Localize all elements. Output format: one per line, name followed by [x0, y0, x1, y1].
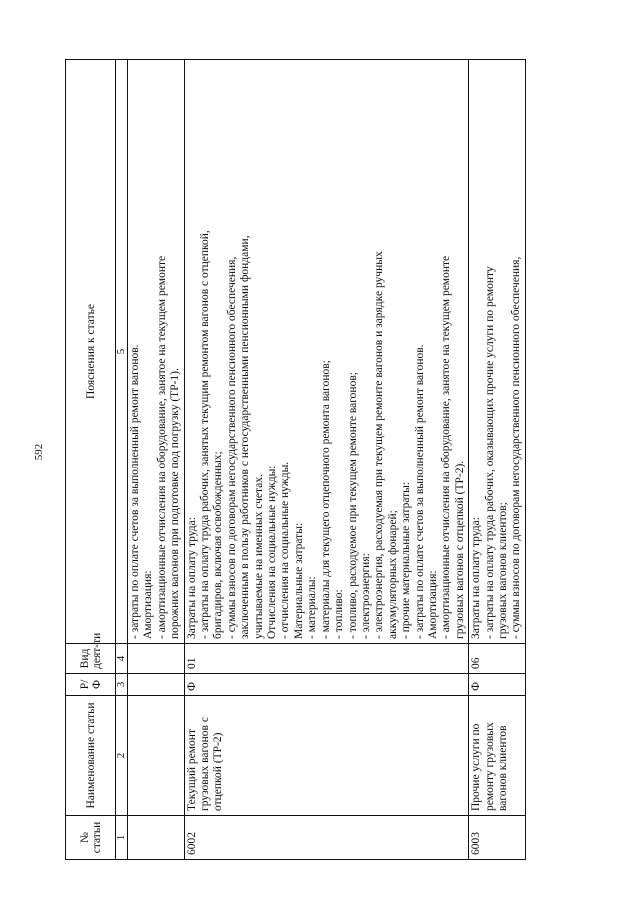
header-explanation: Пояснения к статье — [66, 60, 116, 644]
header-activity-type: Вид деят-ти — [66, 644, 116, 674]
article-explanation: Затраты на оплату труда: - затраты на оплату труда рабочих, оказывающих прочие услуги по ремонту грузовых вагонов клиентов; - суммы взносов по договорам негосударственного пенсионного обеспечения, — [469, 60, 526, 644]
rotated-table-container — [65, 60, 585, 860]
column-number: 5 — [116, 60, 128, 644]
page-number: 592 — [33, 443, 45, 461]
article-rf — [128, 674, 185, 696]
article-rf: Ф — [184, 674, 469, 696]
column-numbers-row — [116, 60, 128, 860]
article-name — [128, 696, 185, 816]
article-number: 6003 — [469, 816, 526, 860]
table-header-row — [66, 60, 116, 860]
header-rf: Р/ Ф — [66, 674, 116, 696]
article-name: Текущий ремонт грузовых вагонов с отцепкой (ТР-2) — [184, 696, 469, 816]
article-number: 6002 — [184, 816, 469, 860]
column-number: 4 — [116, 644, 128, 674]
article-activity: 06 — [469, 644, 526, 674]
column-number: 1 — [116, 816, 128, 860]
article-activity: 01 — [184, 644, 469, 674]
article-explanation: - затраты по оплате счетов за выполненный ремонт вагонов. Амортизация: - амортизационные отчисления на оборудование, занятое на текущем ремонте порожних вагонов при подготовке под погрузку (ТР-1). — [128, 60, 185, 644]
column-number: 3 — [116, 674, 128, 696]
article-rf: Ф — [469, 674, 526, 696]
article-name: Прочие услуги по ремонту грузовых вагонов клиентов — [469, 696, 526, 816]
header-article-name: Наименование статьи — [66, 696, 116, 816]
table-row — [184, 60, 469, 860]
table-row — [469, 60, 526, 860]
article-number — [128, 816, 185, 860]
header-article-number: № статьи — [66, 816, 116, 860]
article-activity — [128, 644, 185, 674]
table-row — [128, 60, 185, 860]
column-number: 2 — [116, 696, 128, 816]
articles-table — [65, 59, 526, 860]
article-explanation: Затраты на оплату труда: - затраты на оплату труда рабочих, занятых текущим ремонтом вагонов с отцепкой, бригадиров, включая освобожденных; - суммы взносов по договорам негосударственного пенсионного обеспечения, заключенным в пользу работников с негосударственными пенсионными фондами, учитываемые на именных счетах. Отчисления на социальные нужды: - отчисления на социальные нужды. Материальные затраты: - материалы: - материалы для текущего отцепочного ремонта вагонов; - топливо: - топливо, расходуемое при текущем ремонте вагонов; - электроэнергия: - электроэнергия, расходуемая при текущем ремонте вагонов и зарядке ручных аккумуляторных фонарей; - прочие материальные затраты: - затраты по оплате счетов за выполненный ремонт вагонов. Амортизация: - амортизационные отчисления на оборудование, занятое на текущем ремонте грузовых вагонов с отцепкой (ТР-2). — [184, 60, 469, 644]
